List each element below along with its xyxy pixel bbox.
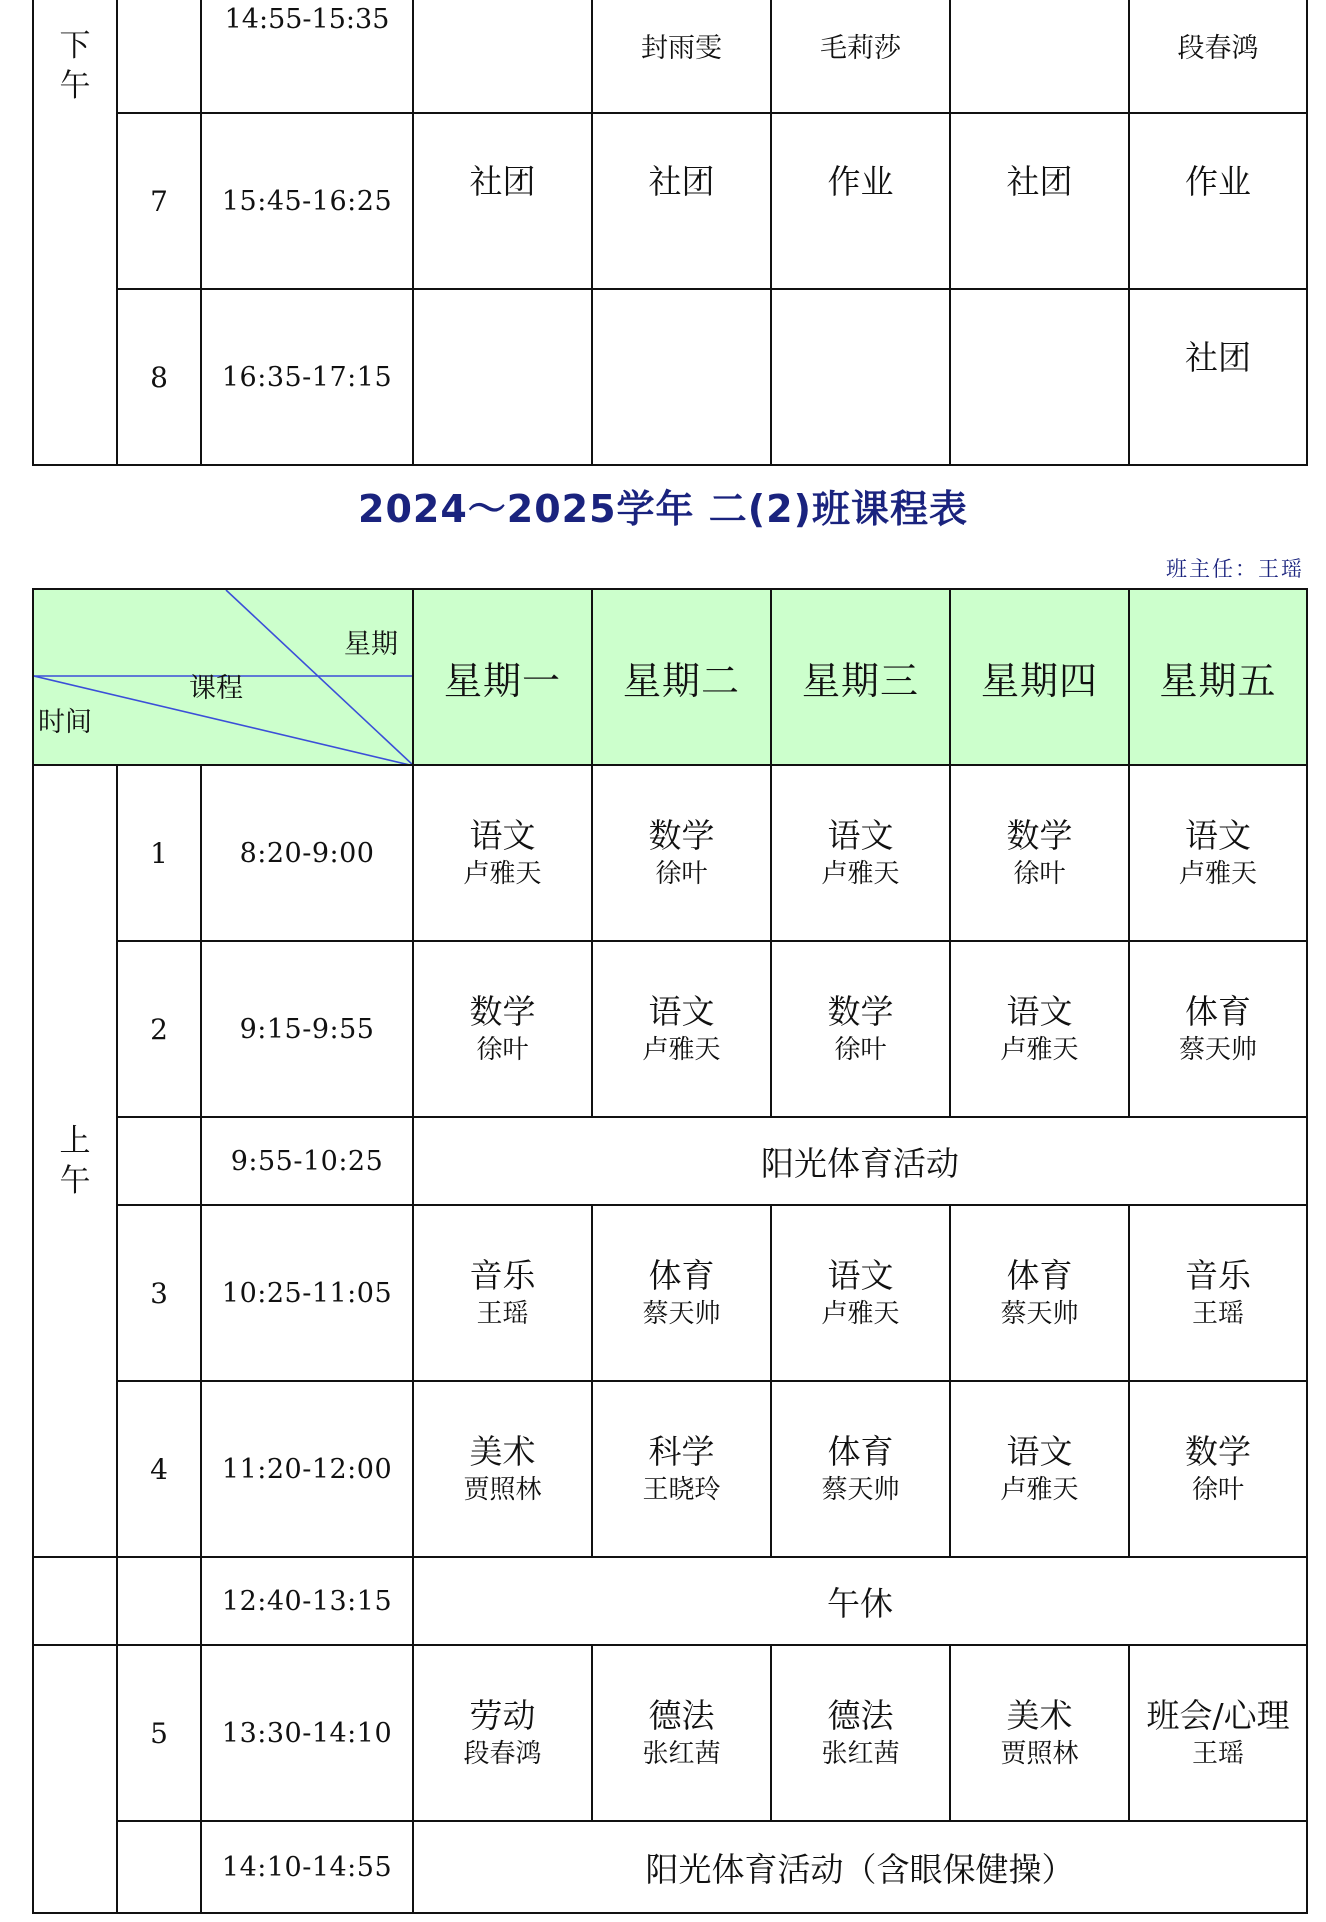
period-number: 5: [117, 1645, 201, 1821]
period-number: 8: [117, 289, 201, 465]
teacher-cell: [413, 0, 592, 113]
period-number: 4: [117, 1381, 201, 1557]
corner-label-course: 课程: [189, 673, 243, 704]
time-range: 16:35-17:15: [201, 289, 413, 465]
course-cell: 作业: [771, 113, 950, 289]
course-cell: 数学 徐叶: [413, 941, 592, 1117]
table-row: [33, 1557, 1307, 1645]
course-cell: 数学 徐叶: [1129, 1381, 1307, 1557]
table-row: [33, 113, 1307, 289]
period-cell: [117, 1117, 201, 1205]
table-row: [33, 1205, 1307, 1381]
course-cell: 数学 徐叶: [771, 941, 950, 1117]
course-cell: [592, 289, 771, 465]
course-cell: 科学 王晓玲: [592, 1381, 771, 1557]
page-title: 2024～2025学年 二(2)班课程表: [358, 487, 968, 531]
table-row: [33, 1117, 1307, 1205]
time-range: 9:55-10:25: [201, 1117, 413, 1205]
course-cell: 体育 蔡天帅: [950, 1205, 1129, 1381]
table-row: [33, 1645, 1307, 1821]
corner-header: [33, 589, 413, 765]
course-cell: 体育 蔡天帅: [592, 1205, 771, 1381]
teacher-cell: [950, 0, 1129, 113]
homeroom-name: 王瑶: [1258, 557, 1304, 581]
day-header-thu: 星期四: [950, 589, 1129, 765]
table-row: [33, 1381, 1307, 1557]
period-cell: [117, 0, 201, 113]
course-cell: 语文 卢雅天: [413, 765, 592, 941]
timetable-previous-continuation: [32, 0, 1308, 466]
period-cell: [117, 1557, 201, 1645]
activity-cell: 阳光体育活动: [413, 1117, 1307, 1205]
course-cell: 劳动 段春鸿: [413, 1645, 592, 1821]
table-row: [33, 1821, 1307, 1913]
course-cell: 社团: [592, 113, 771, 289]
course-cell: 体育 蔡天帅: [1129, 941, 1307, 1117]
course-cell: 德法 张红茜: [592, 1645, 771, 1821]
period-number: 2: [117, 941, 201, 1117]
course-cell: 作业: [1129, 113, 1307, 289]
teacher-cell: 毛莉莎: [771, 0, 950, 113]
time-range: 9:15-9:55: [201, 941, 413, 1117]
time-cell: 14:55-15:35: [201, 0, 413, 113]
course-cell: [950, 289, 1129, 465]
session-cell: [33, 1557, 117, 1645]
time-range: 8:20-9:00: [201, 765, 413, 941]
timetable: [32, 588, 1308, 1914]
course-cell: 美术 贾照林: [413, 1381, 592, 1557]
time-range: 13:30-14:10: [201, 1645, 413, 1821]
course-cell: 语文 卢雅天: [592, 941, 771, 1117]
course-cell: 语文 卢雅天: [771, 1205, 950, 1381]
course-cell: 音乐 王瑶: [1129, 1205, 1307, 1381]
course-cell: 班会/心理 王瑶: [1129, 1645, 1307, 1821]
course-cell: 数学 徐叶: [950, 765, 1129, 941]
course-cell: 美术 贾照林: [950, 1645, 1129, 1821]
activity-cell: 阳光体育活动（含眼保健操）: [413, 1821, 1307, 1913]
time-range: 10:25-11:05: [201, 1205, 413, 1381]
teacher-cell: 封雨雯: [592, 0, 771, 113]
period-cell: [117, 1821, 201, 1913]
table-row: [33, 765, 1307, 941]
course-cell: [413, 289, 592, 465]
course-cell: 语文 卢雅天: [950, 1381, 1129, 1557]
course-cell: 体育 蔡天帅: [771, 1381, 950, 1557]
period-number: 3: [117, 1205, 201, 1381]
course-cell: 数学 徐叶: [592, 765, 771, 941]
corner-label-week: 星期: [344, 629, 399, 660]
course-cell: 社团: [950, 113, 1129, 289]
course-cell: 语文 卢雅天: [1129, 765, 1307, 941]
header-row: [33, 589, 1307, 765]
activity-cell: 午休: [413, 1557, 1307, 1645]
table-row: [33, 0, 1307, 113]
homeroom-label: 班主任：: [1166, 557, 1258, 581]
corner-label-time: 时间: [38, 707, 92, 738]
course-cell: 语文 卢雅天: [950, 941, 1129, 1117]
course-cell: [771, 289, 950, 465]
time-range: 12:40-13:15: [201, 1557, 413, 1645]
course-cell: 语文 卢雅天: [771, 765, 950, 941]
course-cell: 音乐 王瑶: [413, 1205, 592, 1381]
session-label-afternoon: [33, 1645, 117, 1913]
session-label-morning: 上 午: [33, 765, 117, 1557]
session-label-afternoon-prev: 下 午: [33, 0, 117, 465]
period-number: 7: [117, 113, 201, 289]
homeroom-teacher: [1166, 553, 1304, 583]
day-header-tue: 星期二: [592, 589, 771, 765]
table-row: [33, 941, 1307, 1117]
day-header-mon: 星期一: [413, 589, 592, 765]
table-row: [33, 289, 1307, 465]
course-cell: 德法 张红茜: [771, 1645, 950, 1821]
period-number: 1: [117, 765, 201, 941]
time-range: 15:45-16:25: [201, 113, 413, 289]
day-header-wed: 星期三: [771, 589, 950, 765]
course-cell: 社团: [413, 113, 592, 289]
time-range: 14:10-14:55: [201, 1821, 413, 1913]
time-range: 11:20-12:00: [201, 1381, 413, 1557]
course-cell: 社团: [1129, 289, 1307, 465]
day-header-fri: 星期五: [1129, 589, 1307, 765]
teacher-cell: 段春鸿: [1129, 0, 1307, 113]
